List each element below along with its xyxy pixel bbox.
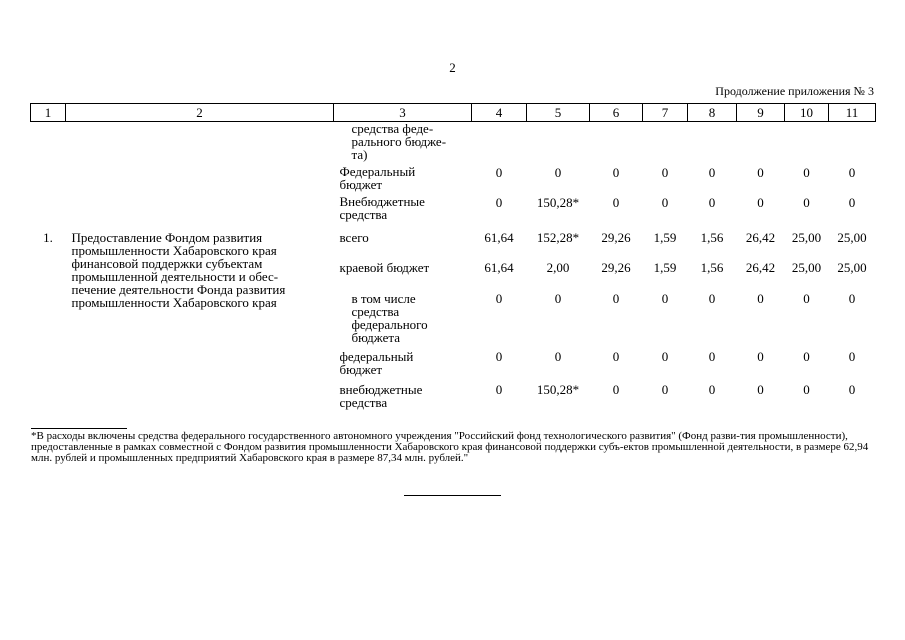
value-cell: 0 bbox=[495, 194, 503, 210]
value-cell: 0 bbox=[708, 164, 716, 180]
value-cell: 61,64 bbox=[484, 259, 514, 275]
value-cell: 0 bbox=[612, 164, 620, 180]
header-cell: 2 bbox=[66, 104, 334, 122]
value-cell: 61,64 bbox=[484, 229, 514, 245]
value-cell: 0 bbox=[708, 194, 716, 210]
header-cell: 6 bbox=[590, 104, 643, 122]
value-cell: 0 bbox=[757, 290, 764, 306]
value-cell: 0 bbox=[708, 290, 716, 306]
value-cell: 0 bbox=[757, 164, 764, 180]
value-cell: 25,00 bbox=[791, 229, 822, 245]
value-cell: 0 bbox=[757, 348, 764, 364]
header-cell: 7 bbox=[643, 104, 688, 122]
value-cell: 29,26 bbox=[601, 229, 631, 245]
value-cell: 0 bbox=[495, 348, 503, 364]
value-cell: 0 bbox=[803, 164, 810, 180]
value-cell: 2,00 bbox=[546, 259, 570, 275]
value-cell: 0 bbox=[661, 290, 669, 306]
header-cell: 11 bbox=[829, 104, 876, 122]
value-cell: 0 bbox=[495, 381, 503, 397]
value-cell: 29,26 bbox=[601, 259, 631, 275]
value-cell: 1,59 bbox=[653, 259, 677, 275]
source-cell: Федеральный бюджет bbox=[339, 163, 416, 192]
footnote-divider bbox=[31, 428, 127, 429]
value-cell: 0 bbox=[848, 194, 856, 210]
value-cell: 0 bbox=[848, 348, 856, 364]
source-cell: внебюджетные средства bbox=[339, 381, 423, 410]
table-row bbox=[31, 227, 876, 257]
value-cell: 0 bbox=[612, 381, 620, 397]
value-cell: 0 bbox=[803, 194, 810, 210]
value-cell: 25,00 bbox=[791, 259, 822, 275]
header-cell: 3 bbox=[334, 104, 472, 122]
value-cell: 0 bbox=[757, 381, 764, 397]
header-cell: 9 bbox=[737, 104, 785, 122]
header-cell: 1 bbox=[31, 104, 66, 122]
value-cell: 0 bbox=[554, 164, 562, 180]
value-cell: 0 bbox=[554, 290, 562, 306]
header-cell: 8 bbox=[688, 104, 737, 122]
page-number: 2 bbox=[449, 60, 456, 75]
value-cell: 0 bbox=[803, 348, 810, 364]
source-cell: в том числе средства федерального бюджета bbox=[351, 290, 428, 345]
value-cell: 0 bbox=[612, 194, 620, 210]
header-cell: 4 bbox=[472, 104, 527, 122]
source-cell: краевой бюджет bbox=[339, 259, 430, 275]
budget-table bbox=[30, 103, 876, 411]
item-name: Предоставление Фондом развития промышленности Хабаровского края финансовой поддержки субъектам промышленной деятельности и обес-печение деятельности Фонда развития промышленности Хабаровского края bbox=[71, 229, 286, 310]
value-cell: 150,28* bbox=[536, 381, 580, 397]
value-cell: 0 bbox=[848, 164, 856, 180]
value-cell: 0 bbox=[708, 381, 716, 397]
value-cell: 0 bbox=[612, 348, 620, 364]
header-cell: 10 bbox=[785, 104, 829, 122]
value-cell: 0 bbox=[612, 290, 620, 306]
value-cell: 0 bbox=[803, 381, 810, 397]
value-cell: 0 bbox=[803, 290, 810, 306]
continuation-label: Продолжение приложения № 3 bbox=[715, 84, 874, 98]
value-cell: 0 bbox=[708, 348, 716, 364]
footnote: *В расходы включены средства федерального государственного автономного учреждения "Российский фонд технологического развития" (Фонд разви-тия промышленности), предоставленные в рамках совместной с Фондом развития промышленности Хабаровского края финансовой поддержки субъ-ектов промышленной деятельности, в размере 62,94 млн. рублей и промышленных предприятий Хабаровского края в размере 87,34 млн. рублей." bbox=[31, 430, 869, 464]
value-cell: 1,56 bbox=[700, 229, 724, 245]
value-cell: 1,56 bbox=[700, 259, 724, 275]
source-cell: Внебюджетные средства bbox=[339, 193, 425, 222]
value-cell: 1,59 bbox=[653, 229, 677, 245]
item-number: 1. bbox=[43, 229, 53, 245]
source-cell: средства феде-ральногo бюдже-та) bbox=[351, 121, 447, 162]
value-cell: 152,28* bbox=[536, 229, 580, 245]
value-cell: 25,00 bbox=[837, 229, 867, 245]
value-cell: 0 bbox=[661, 164, 669, 180]
value-cell: 0 bbox=[848, 290, 856, 306]
table-row bbox=[31, 122, 876, 162]
value-cell: 0 bbox=[661, 348, 669, 364]
value-cell: 0 bbox=[495, 164, 503, 180]
header-cell: 5 bbox=[527, 104, 590, 122]
value-cell: 26,42 bbox=[745, 229, 776, 245]
value-cell: 0 bbox=[757, 194, 764, 210]
table-row bbox=[31, 192, 876, 227]
source-cell: федеральный бюджет bbox=[339, 348, 414, 377]
table-row bbox=[31, 162, 876, 192]
value-cell: 150,28* bbox=[536, 194, 580, 210]
value-cell: 0 bbox=[495, 290, 503, 306]
value-cell: 0 bbox=[661, 194, 669, 210]
header-row bbox=[31, 104, 876, 122]
value-cell: 25,00 bbox=[837, 259, 867, 275]
value-cell: 0 bbox=[554, 348, 562, 364]
value-cell: 0 bbox=[661, 381, 669, 397]
end-divider bbox=[404, 495, 501, 496]
value-cell: 26,42 bbox=[745, 259, 776, 275]
source-cell: всего bbox=[339, 229, 369, 245]
value-cell: 0 bbox=[848, 381, 856, 397]
